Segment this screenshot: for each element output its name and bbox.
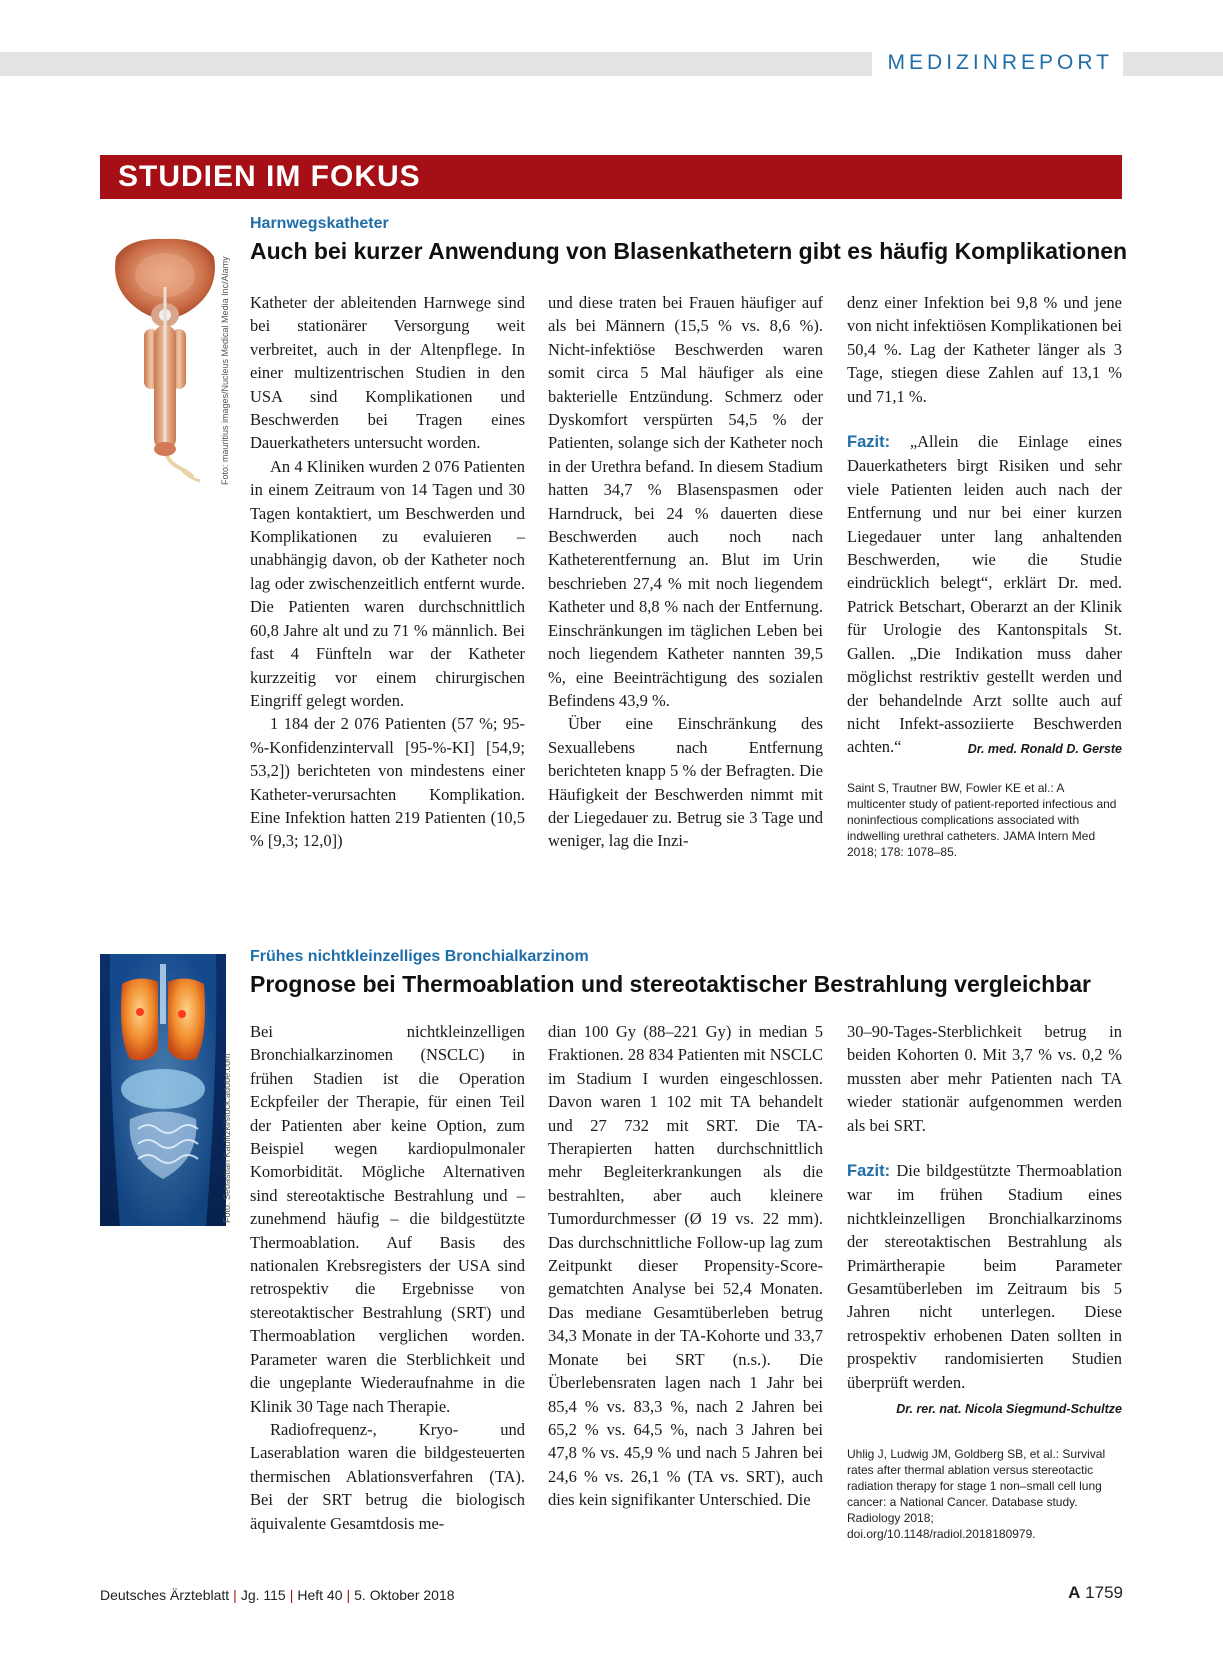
text-column-2: [548, 1020, 823, 1512]
article-lung-cancer: [100, 948, 1122, 1558]
journal-name: Deutsches Ärzteblatt: [100, 1587, 230, 1603]
fazit-label: Fazit:: [847, 1162, 891, 1181]
article-kicker: Frühes nichtkleinzelliges Bronchialkarzinom: [250, 948, 589, 965]
issue: Heft 40: [297, 1587, 343, 1603]
author: Dr. rer. nat. Nicola Siegmund-Schultze: [896, 1402, 1122, 1417]
lung-anatomy-illustration: [100, 954, 226, 1226]
paragraph: Über eine Einschränkung des Sexuallebens nach Entfernung berichteten knapp 5 % der Befragten. Die Häufigkeit der Beschwerden nimmt mit der Liegedauer zu. Betrug sie 3 Tage und weniger, lag die Inzi-: [548, 714, 823, 851]
text-column-2: [548, 291, 823, 853]
paragraph: und diese traten bei Frauen häufiger auf als bei Männern (15,5 % vs. 8,6 %). Nicht-infektiöse Beschwerden waren somit circa 5 Mal häufiger als eine bakterielle Entzündung. Schmerz oder Dyskomfort verspürten 54,5 % der Patienten, solange sich der Katheter noch in der Urethra befand. In diesem Stadium hatten 34,7 % Blasenspasmen oder Harndruck, bei 24 % dauerten diese Beschwerden auch noch nach Katheterentfernung an. Blut im Urin beschrieben 27,4 % mit noch liegendem Katheter und 8,8 % nach der Entfernung. Einschränkungen im täglichen Leben bei noch liegendem Katheter nannten 39,5 %, eine Beeinträchtigung des sozialen Befindens 43,9 %.: [548, 293, 823, 710]
paragraph: An 4 Kliniken wurden 2 076 Patienten in einem Zeitraum von 14 Tagen und 30 Tagen kontaktiert, um Beschwerden und Komplikationen zu evaluieren – unabhängig davon, ob der Katheter noch lag oder zwischenzeitlich entfernt wurde. Die Patienten waren durchschnittlich 60,8 Jahre alt und zu 71 % männlich. Bei fast 4 Fünfteln war der Katheter kurzzeitig vor einem chirurgischen Eingriff gelegt worden.: [250, 456, 525, 710]
section-banner: [100, 155, 1122, 199]
paragraph: Katheter der ableitenden Harnwege sind bei stationärer Versorgung weit verbreitet, auch in der Altenpflege. In einer multizentrischen Studien in den USA sind Komplikationen und Beschwerden bei Tragen eines Dauerkatheters untersucht worden.: [250, 293, 525, 453]
fazit: [847, 1159, 1122, 1394]
author: Dr. med. Ronald D. Gerste: [967, 742, 1122, 757]
footer-citation: Deutsches Ärzteblatt | Jg. 115 | Heft 40 | 5. Oktober 2018: [100, 1587, 455, 1603]
text-column-1: [250, 1020, 525, 1535]
page-prefix: A: [1068, 1583, 1081, 1602]
text-column-3: [847, 1020, 1122, 1542]
article-kicker: Harnwegskatheter: [250, 215, 389, 232]
page-number-value: 1759: [1085, 1583, 1123, 1602]
image-credit: Foto: mauritius images/Nucleus Medical Media Inc/Alamy: [220, 256, 230, 485]
article-headline: Auch bei kurzer Anwendung von Blasenkathetern gibt es häufig Komplikationen: [250, 238, 1128, 264]
image-credit: Foto: Sebastian Kaulitzki/stock.adobe.com: [222, 1053, 232, 1223]
volume: Jg. 115: [240, 1587, 286, 1603]
fazit-text: „Allein die Einlage eines Dauerkatheters birgt Risiken und sehr viele Patienten leiden auch nach der Entfernung und nur bei einer kurzen Liegedauer unter lang anhaltenden Beschwerden, wie die Studie eindrücklich belegt“, erklärt Dr. med. Patrick Betschart, Oberarzt an der Klinik für Urologie des Kantonspitals St. Gallen. „Die Indikation muss daher möglichst restriktiv gestellt werden und der behandelnde Arzt sollte auch auf nicht Infekt-assoziierte Beschwerden achten.“: [847, 432, 1122, 757]
urinary-tract-illustration: [108, 237, 223, 487]
text-column-1: [250, 291, 525, 853]
issue-date: 5. Oktober 2018: [354, 1587, 455, 1603]
article-catheter: [100, 215, 1128, 885]
reference: Saint S, Trautner BW, Fowler KE et al.: A multicenter study of patient-reported infectious and noninfectious complications associated with indwelling urethral catheters. JAMA Intern Med 2018; 178: 1078–85.: [847, 780, 1117, 859]
paragraph: Radiofrequenz-, Kryo- und Laserablation waren die bildgesteuerten thermischen Ablationsverfahren (TA). Bei der SRT betrug die biologisch äquivalente Gesamtdosis me-: [250, 1419, 525, 1533]
paragraph: 30–90-Tages-Sterblichkeit betrug in beiden Kohorten 0. Mit 3,7 % vs. 0,2 % mussten aber mehr Patienten nach TA wieder stationär aufgenommen werden als bei SRT.: [847, 1022, 1122, 1135]
paragraph: dian 100 Gy (88–221 Gy) in median 5 Fraktionen. 28 834 Patienten mit NSCLC im Stadium I wurden eingeschlossen. Davon waren 1 102 mit TA behandelt und 27 732 mit SRT. Die TA-Therapierten hatten durchschnittlich mehr Begleiterkrankungen als die bestrahlten, aber auch kleinere Tumordurchmesser (Ø 19 vs. 22 mm). Das durchschnittliche Follow-up lag zum Zeitpunkt dieser Propensity-Score-gematchten Analyse bei 52,4 Monaten. Das mediane Gesamtüberleben betrug 34,3 Monate in der TA-Kohorte und 33,7 Monate bei SRT (n.s.). Die Überlebensraten lagen nach 1 Jahr bei 85,4 % vs. 83,3 %, nach 2 Jahren bei 65,2 % vs. 64,5 %, nach 3 Jahren bei 47,8 % vs. 45,9 % und nach 5 Jahren bei 24,6 % vs. 26,1 % (TA vs. SRT), auch dies kein signifikanter Unterschied. Die: [548, 1022, 823, 1510]
banner-title: STUDIEN IM FOKUS: [118, 160, 421, 193]
paragraph: 1 184 der 2 076 Patienten (57 %; 95-%-Konfidenzintervall [95-%-KI] [54,9; 53,2]) berichteten von mindestens einer Katheter-verursachten Komplikation. Eine Infektion hatten 219 Patienten (10,5 % [9,3; 12,0]): [250, 714, 525, 851]
text-column-3: [847, 291, 1122, 860]
section-label: MEDIZINREPORT: [872, 50, 1123, 76]
fazit-text: Die bildgestützte Thermoablation war im frühen Stadium eines nichtkleinzelligen Bronchialkarzinoms der stereotaktischen Bestrahlung als Primärtherapie beim Parameter Gesamtüberleben im Zeitraum bis 5 Jahren nicht unterlegen. Diese retrospektiv erhobenen Daten sollten in prospektiv randomisierten Studien überprüft werden.: [847, 1161, 1122, 1392]
fazit: [847, 430, 1122, 759]
paragraph: Bei nichtkleinzelligen Bronchialkarzinomen (NSCLC) in frühen Stadien ist die Operation Eckpfeiler der Therapie, für einen Teil der Patienten aber keine Option, zum Beispiel wegen kardiopulmonaler Komorbidität. Mögliche Alternativen sind stereotaktische Bestrahlung und – zunehmend häufig – die bildgestützte Thermoablation. Auf Basis des nationalen Krebsregisters der USA sind retrospektiv die Ergebnisse von stereotaktischer Bestrahlung (SRT) und Thermoablation verglichen worden. Parameter waren die Sterblichkeit und die ungeplante Wiederaufnahme in die Klinik 30 Tage nach Therapie.: [250, 1022, 525, 1416]
reference: Uhlig J, Ludwig JM, Goldberg SB, et al.: Survival rates after thermal ablation versus stereotactic radiation therapy for stage 1 non–small cell lung cancer: a National Cancer. Database study. Radiology 2018; doi.org/10.1148/radiol.2018180979.: [847, 1446, 1106, 1541]
page-number: [1068, 1583, 1123, 1603]
paragraph: denz einer Infektion bei 9,8 % und jene von nicht infektiösen Komplikationen bei 50,4 %. Lag der Katheter länger als 3 Tage, stiegen diese Zahlen auf 13,1 % und 71,1 %.: [847, 293, 1122, 406]
fazit-label: Fazit:: [847, 433, 891, 452]
article-headline: Prognose bei Thermoablation und stereotaktischer Bestrahlung vergleichbar: [250, 971, 1091, 997]
